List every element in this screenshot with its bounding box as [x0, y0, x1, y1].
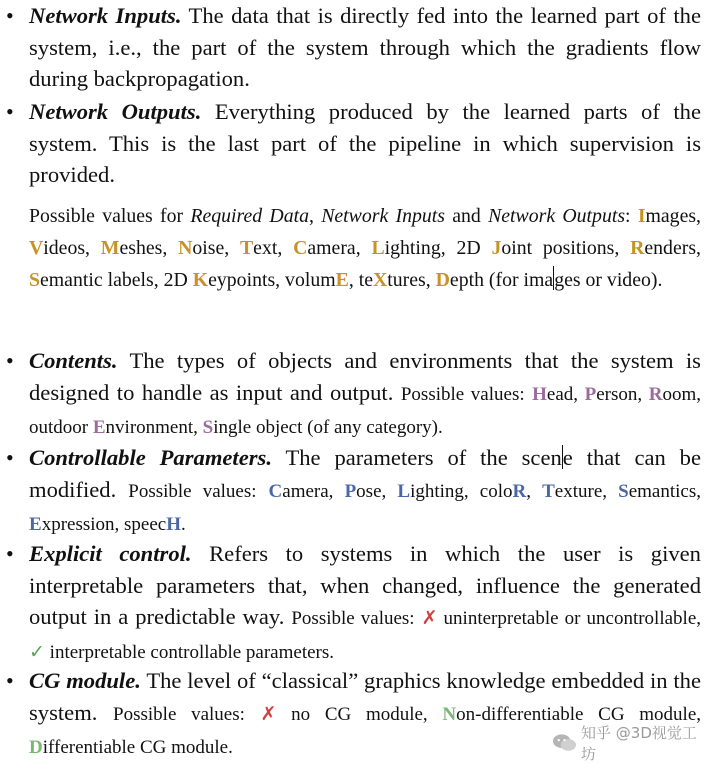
explicit-check-text: interpretable controllable parameters.: [44, 641, 335, 663]
contents-hl: S: [202, 417, 214, 438]
pv-sep: ,: [308, 205, 322, 227]
bullet: •: [6, 668, 14, 693]
contents-rest: oom, outdoor: [29, 383, 701, 438]
explicit-possible-values-label: Possible values:: [291, 608, 415, 629]
cg-hl-n: N: [442, 703, 457, 725]
item-explicit-control: [0, 538, 707, 668]
bullet: •: [6, 3, 14, 28]
bullet: •: [6, 445, 14, 470]
pv-rest: eypoints, volum: [208, 269, 336, 291]
bullet: •: [6, 348, 14, 373]
ctrl-hl: P: [344, 480, 357, 502]
item-network-outputs: [0, 96, 707, 191]
ctrl-rest: emantics,: [628, 480, 701, 502]
ctrl-hl: C: [268, 480, 283, 502]
ctrl-hl: L: [397, 480, 411, 502]
pv-rest: mages,: [645, 205, 701, 227]
desc-cg-module: The level of “classical” graphics knowledge embedded in the system.: [29, 668, 702, 725]
contents-possible-values-label: Possible values:: [400, 383, 525, 405]
contents-hl: P: [584, 383, 597, 405]
pv-hl: J: [491, 237, 502, 259]
pv-rest: epth (for ima: [449, 269, 554, 291]
cross-icon: ✗: [260, 703, 277, 725]
pv-rest: enders,: [644, 237, 701, 259]
ctrl-rest: .: [181, 514, 186, 535]
pv-hl: M: [100, 237, 120, 259]
pv-lead: Possible values for: [29, 205, 191, 227]
pv-hl: D: [435, 269, 450, 291]
pv-network-inputs: Network Inputs: [321, 205, 445, 227]
controllable-possible-values-label: Possible values:: [128, 480, 257, 502]
contents-hl: E: [92, 417, 106, 438]
pv-rest: ext,: [253, 237, 294, 259]
contents-rest: ead,: [546, 383, 585, 405]
ctrl-rest: amera,: [282, 480, 345, 502]
pv-rest: oint positions,: [501, 237, 631, 259]
ctrl-rest: exture,: [554, 480, 619, 502]
pv-hl: V: [29, 237, 44, 259]
pv-network-outputs: Network Outputs: [488, 205, 626, 227]
item-network-inputs: [0, 0, 707, 95]
contents-hl: R: [648, 383, 663, 405]
contents-rest: erson,: [596, 383, 649, 405]
pv-hl: I: [637, 205, 646, 227]
pv-rest: ideos,: [43, 237, 101, 259]
contents-hl: H: [532, 383, 547, 405]
pv-hl: L: [371, 237, 385, 259]
bullet: •: [6, 99, 14, 124]
term-network-outputs: Network Outputs.: [29, 99, 202, 124]
pv-rest: tures,: [387, 269, 436, 291]
desc-contents: The types of objects and environments that the system is designed to handle as input and output.: [29, 348, 701, 405]
bullet: •: [6, 541, 14, 566]
pv-hl: K: [192, 269, 209, 291]
ctrl-hl: T: [542, 480, 555, 502]
cg-hl-d: D: [29, 737, 43, 758]
pv-hl: C: [293, 237, 308, 259]
pv-tail: ges or video).: [554, 269, 663, 291]
desc-network-outputs: Everything produced by the learned parts of the system. This is the last part of the pipeline in which supervision is provided.: [29, 99, 702, 187]
pv-colon: :: [625, 205, 638, 227]
ctrl-rest: ,: [526, 480, 543, 502]
contents-rest: nvironment,: [105, 417, 203, 438]
ctrl-rest: ighting, colo: [410, 480, 513, 502]
cg-possible-values-label: Possible values:: [113, 703, 245, 725]
term-controllable: Controllable Parameters.: [29, 445, 272, 470]
desc-network-inputs: The data that is directly fed into the learned part of the system, i.e., the part of the system through which the gradients flow during backpropagation.: [29, 3, 701, 91]
ctrl-hl: E: [29, 514, 42, 535]
possible-values-paragraph: [0, 200, 707, 296]
desc-controllable-b: e that can be modified.: [29, 445, 702, 502]
term-network-inputs: Network Inputs.: [29, 3, 182, 28]
pv-rest: ighting, 2D: [384, 237, 492, 259]
pv-hl: S: [29, 269, 41, 291]
wechat-logo-icon: [552, 732, 577, 754]
pv-hl: R: [630, 237, 645, 259]
contents-rest: ingle object (of any category).: [213, 417, 443, 438]
cg-d-rest: ifferentiable CG module.: [42, 737, 233, 758]
pv-rest: oise,: [192, 237, 240, 259]
term-explicit: Explicit control.: [29, 541, 192, 566]
pv-rest: , te: [348, 269, 373, 291]
explicit-cross-text: uninterpretable or uncontrollable,: [437, 608, 701, 629]
pv-rest: emantic labels, 2D: [40, 269, 193, 291]
term-contents: Contents.: [29, 348, 118, 373]
cg-cross-text: no CG module,: [276, 703, 443, 725]
ctrl-rest: xpression, speec: [41, 514, 167, 535]
pv-required-data: Required Data: [190, 205, 309, 227]
item-controllable-parameters: [0, 442, 707, 541]
check-icon: ✓: [29, 641, 45, 663]
cg-n-rest: on-differentiable CG module,: [456, 703, 701, 725]
pv-and: and: [444, 205, 489, 227]
pv-hl: T: [239, 237, 254, 259]
ctrl-hl: S: [618, 480, 629, 502]
cross-icon: ✗: [421, 608, 438, 629]
watermark-text: 知乎 @3D视觉工坊: [581, 724, 697, 763]
pv-hl: X: [372, 269, 388, 291]
ctrl-hl: R: [512, 480, 527, 502]
item-contents: [0, 345, 707, 444]
term-cg-module: CG module.: [29, 668, 141, 693]
desc-explicit: Refers to systems in which the user is given interpretable parameters that, when changed, influence the generated output in a predictable way.: [29, 541, 701, 629]
ctrl-rest: ose,: [356, 480, 398, 502]
ctrl-hl: H: [166, 514, 181, 535]
desc-controllable-a: The parameters of the scen: [285, 445, 562, 470]
pv-hl: E: [335, 269, 349, 291]
pv-rest: eshes,: [119, 237, 179, 259]
pv-hl: N: [178, 237, 193, 259]
pv-rest: amera,: [307, 237, 372, 259]
